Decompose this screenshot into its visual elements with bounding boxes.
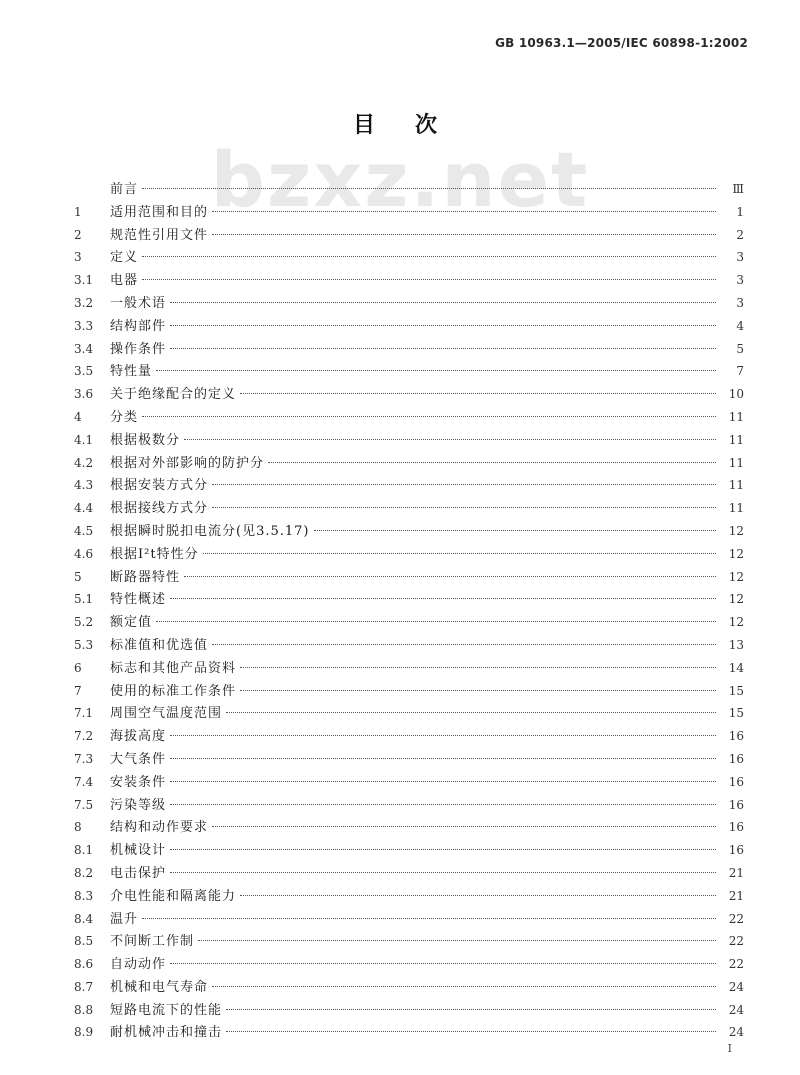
toc-entry-number: 3.1	[74, 273, 94, 288]
toc-entry-number: 8	[74, 820, 82, 835]
toc-entry-page: 12	[728, 523, 744, 538]
dot-leader	[170, 780, 716, 782]
toc-entry[interactable]	[74, 338, 744, 361]
dot-leader	[184, 438, 716, 440]
toc-entry-page: 16	[728, 751, 744, 766]
toc-entry-number: 8.8	[74, 1002, 94, 1017]
toc-entry-number: 8.2	[74, 865, 94, 880]
toc-entry-page: 1	[736, 204, 744, 219]
toc-entry-number: 4.4	[74, 501, 94, 516]
toc-entry[interactable]	[74, 1021, 744, 1044]
dot-leader	[226, 711, 716, 713]
table-of-contents	[74, 178, 744, 1044]
toc-entry-title: 自动动作	[110, 957, 167, 973]
toc-entry-page: 22	[728, 911, 744, 926]
toc-entry-page: 16	[728, 774, 744, 789]
toc-entry[interactable]	[74, 497, 744, 520]
toc-entry[interactable]	[74, 634, 744, 657]
dot-leader	[212, 985, 716, 987]
dot-leader	[240, 666, 716, 668]
dot-leader	[142, 255, 716, 257]
toc-entry-title: 介电性能和隔离能力	[110, 888, 237, 904]
toc-entry-page: Ⅲ	[732, 182, 744, 196]
toc-entry-page: 3	[736, 273, 744, 288]
toc-entry-page: 24	[728, 1002, 744, 1017]
page-title: 目次	[352, 113, 477, 138]
toc-entry-title: 根据安装方式分	[110, 478, 209, 494]
toc-entry-number: 2	[74, 227, 82, 242]
dot-leader	[212, 233, 716, 235]
toc-entry-number: 3	[74, 250, 82, 265]
toc-entry-title: 大气条件	[110, 751, 167, 767]
toc-entry[interactable]	[74, 657, 744, 680]
toc-entry[interactable]	[74, 702, 744, 725]
dot-leader	[203, 552, 716, 554]
toc-entry[interactable]	[74, 452, 744, 475]
toc-entry-title: 污染等级	[110, 797, 167, 813]
toc-entry-page: 7	[736, 364, 744, 379]
toc-entry[interactable]	[74, 862, 744, 885]
dot-leader	[268, 461, 716, 463]
toc-entry-number: 8.3	[74, 888, 94, 903]
toc-entry-page: 3	[736, 295, 744, 310]
toc-entry-page: 2	[736, 227, 744, 242]
toc-entry-number: 3.6	[74, 387, 94, 402]
toc-entry-title: 特性量	[110, 364, 153, 380]
toc-entry-page: 24	[728, 979, 744, 994]
dot-leader	[240, 689, 716, 691]
toc-entry-number: 8.9	[74, 1025, 94, 1040]
toc-entry[interactable]	[74, 429, 744, 452]
dot-leader	[170, 324, 716, 326]
toc-entry[interactable]	[74, 383, 744, 406]
toc-entry-number: 8.4	[74, 911, 94, 926]
toc-entry-title: 安装条件	[110, 774, 167, 790]
toc-entry-number: 7.5	[74, 797, 94, 812]
toc-entry-page: 24	[728, 1025, 744, 1040]
toc-entry[interactable]	[74, 246, 744, 269]
toc-entry-page: 14	[728, 660, 744, 675]
toc-entry-page: 16	[728, 820, 744, 835]
dot-leader	[170, 871, 716, 873]
dot-leader	[212, 210, 716, 212]
dot-leader	[170, 301, 716, 303]
toc-entry-title: 适用范围和目的	[110, 204, 209, 220]
toc-entry-title: 海拔高度	[110, 729, 167, 745]
dot-leader	[142, 278, 716, 280]
toc-entry-title: 根据接线方式分	[110, 501, 209, 517]
toc-entry-title: 额定值	[110, 615, 153, 631]
toc-entry-title: 前言	[110, 182, 139, 197]
standard-code: GB 10963.1—2005/IEC 60898-1:2002	[495, 36, 748, 50]
toc-entry-title: 根据极数分	[110, 432, 181, 448]
toc-entry[interactable]	[74, 680, 744, 703]
toc-entry-title: 周围空气温度范围	[110, 706, 223, 722]
dot-leader	[142, 187, 716, 189]
toc-entry-title: 不间断工作制	[110, 934, 195, 950]
toc-entry[interactable]	[74, 360, 744, 383]
toc-entry-page: 22	[728, 934, 744, 949]
toc-entry-title: 机械设计	[110, 843, 167, 859]
toc-entry-number: 5.2	[74, 615, 94, 630]
toc-entry-title: 一般术语	[110, 295, 167, 311]
toc-entry-title: 电击保护	[110, 865, 167, 881]
toc-entry-page: 12	[728, 569, 744, 584]
toc-entry[interactable]	[74, 885, 744, 908]
dot-leader	[170, 347, 716, 349]
page-number: I	[727, 1042, 732, 1055]
toc-entry-title: 温升	[110, 911, 139, 927]
toc-entry-number: 1	[74, 204, 82, 219]
toc-entry[interactable]	[74, 292, 744, 315]
dot-leader	[314, 529, 717, 531]
toc-entry[interactable]	[74, 588, 744, 611]
toc-entry-page: 15	[728, 683, 744, 698]
toc-entry-title: 根据瞬时脱扣电流分(见3.5.17)	[110, 523, 310, 539]
toc-entry-title: 短路电流下的性能	[110, 1002, 223, 1018]
toc-entry-page: 16	[728, 843, 744, 858]
toc-entry-page: 4	[736, 318, 744, 333]
toc-entry-number: 6	[74, 660, 82, 675]
toc-entry[interactable]	[74, 269, 744, 292]
toc-entry[interactable]	[74, 930, 744, 953]
dot-leader	[170, 597, 716, 599]
toc-entry-number: 4.5	[74, 523, 94, 538]
toc-entry-page: 21	[728, 888, 744, 903]
toc-entry[interactable]	[74, 999, 744, 1022]
toc-entry-page: 16	[728, 729, 744, 744]
toc-entry[interactable]	[74, 908, 744, 931]
toc-entry-page: 11	[728, 409, 744, 424]
toc-entry-number: 7.4	[74, 774, 94, 789]
toc-entry-number: 5	[74, 569, 82, 584]
toc-entry-number: 7.2	[74, 729, 94, 744]
toc-entry-title: 定义	[110, 250, 139, 266]
toc-entry-title: 分类	[110, 409, 139, 425]
toc-entry-page: 11	[728, 432, 744, 447]
dot-leader	[212, 643, 716, 645]
dot-leader	[170, 848, 716, 850]
toc-entry-title: 结构和动作要求	[110, 820, 209, 836]
toc-entry-title: 关于绝缘配合的定义	[110, 387, 237, 403]
toc-entry-title: 根据对外部影响的防护分	[110, 455, 265, 471]
toc-entry-number: 7.3	[74, 751, 94, 766]
toc-entry-number: 8.6	[74, 957, 94, 972]
dot-leader	[170, 734, 716, 736]
toc-entry[interactable]	[74, 725, 744, 748]
toc-entry-number: 7.1	[74, 706, 94, 721]
dot-leader	[142, 415, 716, 417]
toc-entry-title: 标志和其他产品资料	[110, 660, 237, 676]
toc-entry-number: 3.4	[74, 341, 94, 356]
toc-entry-number: 3.3	[74, 318, 94, 333]
toc-entry[interactable]	[74, 543, 744, 566]
toc-entry-number: 8.7	[74, 979, 94, 994]
toc-entry[interactable]	[74, 315, 744, 338]
toc-entry-number: 5.1	[74, 592, 94, 607]
toc-entry-title: 断路器特性	[110, 569, 181, 585]
toc-entry-title: 电器	[110, 273, 139, 289]
toc-entry-title: 根据I²t特性分	[110, 546, 199, 562]
toc-entry[interactable]	[74, 406, 744, 429]
toc-entry-number: 8.5	[74, 934, 94, 949]
dot-leader	[170, 962, 716, 964]
toc-entry-title: 机械和电气寿命	[110, 979, 209, 995]
toc-entry-number: 3.2	[74, 295, 94, 310]
toc-entry-number: 3.5	[74, 364, 94, 379]
toc-entry-number: 5.3	[74, 637, 94, 652]
dot-leader	[156, 620, 716, 622]
toc-entry-title: 标准值和优选值	[110, 637, 209, 653]
toc-entry-title: 规范性引用文件	[110, 227, 209, 243]
toc-entry[interactable]	[74, 520, 744, 543]
toc-entry-number: 4.6	[74, 546, 94, 561]
toc-entry-number: 4.3	[74, 478, 94, 493]
dot-leader	[170, 803, 716, 805]
dot-leader	[184, 575, 716, 577]
dot-leader	[198, 939, 716, 941]
dot-leader	[226, 1008, 716, 1010]
toc-entry[interactable]	[74, 794, 744, 817]
toc-entry[interactable]	[74, 953, 744, 976]
toc-entry-title: 耐机械冲击和撞击	[110, 1025, 223, 1041]
toc-entry-page: 5	[736, 341, 744, 356]
toc-entry-page: 12	[728, 615, 744, 630]
watermark: bzxz.net	[210, 135, 590, 224]
toc-entry[interactable]	[74, 474, 744, 497]
toc-entry-number: 4.1	[74, 432, 94, 447]
toc-entry-page: 13	[728, 637, 744, 652]
dot-leader	[212, 825, 716, 827]
toc-entry[interactable]	[74, 201, 744, 224]
toc-entry[interactable]	[74, 976, 744, 999]
toc-entry-page: 21	[728, 865, 744, 880]
toc-entry-number: 4	[74, 409, 82, 424]
toc-entry-page: 12	[728, 546, 744, 561]
toc-entry[interactable]	[74, 611, 744, 634]
toc-entry[interactable]	[74, 224, 744, 247]
toc-entry-number: 8.1	[74, 843, 94, 858]
toc-entry-page: 3	[736, 250, 744, 265]
dot-leader	[142, 917, 716, 919]
toc-entry-page: 16	[728, 797, 744, 812]
toc-entry-title: 操作条件	[110, 341, 167, 357]
toc-entry-page: 11	[728, 455, 744, 470]
toc-entry-number: 7	[74, 683, 82, 698]
toc-entry[interactable]	[74, 178, 744, 201]
toc-entry[interactable]	[74, 771, 744, 794]
dot-leader	[240, 894, 716, 896]
dot-leader	[170, 757, 716, 759]
dot-leader	[212, 483, 716, 485]
toc-entry-page: 22	[728, 957, 744, 972]
dot-leader	[212, 506, 716, 508]
toc-entry[interactable]	[74, 816, 744, 839]
dot-leader	[240, 392, 716, 394]
toc-entry[interactable]	[74, 748, 744, 771]
toc-entry-page: 11	[728, 501, 744, 516]
toc-entry-title: 结构部件	[110, 318, 167, 334]
toc-entry-number: 4.2	[74, 455, 94, 470]
toc-entry-page: 15	[728, 706, 744, 721]
toc-entry-title: 特性概述	[110, 592, 167, 608]
toc-entry[interactable]	[74, 566, 744, 589]
toc-entry[interactable]	[74, 839, 744, 862]
toc-entry-page: 10	[728, 387, 744, 402]
toc-entry-title: 使用的标准工作条件	[110, 683, 237, 699]
toc-entry-page: 12	[728, 592, 744, 607]
dot-leader	[226, 1030, 716, 1032]
dot-leader	[156, 369, 716, 371]
toc-entry-page: 11	[728, 478, 744, 493]
